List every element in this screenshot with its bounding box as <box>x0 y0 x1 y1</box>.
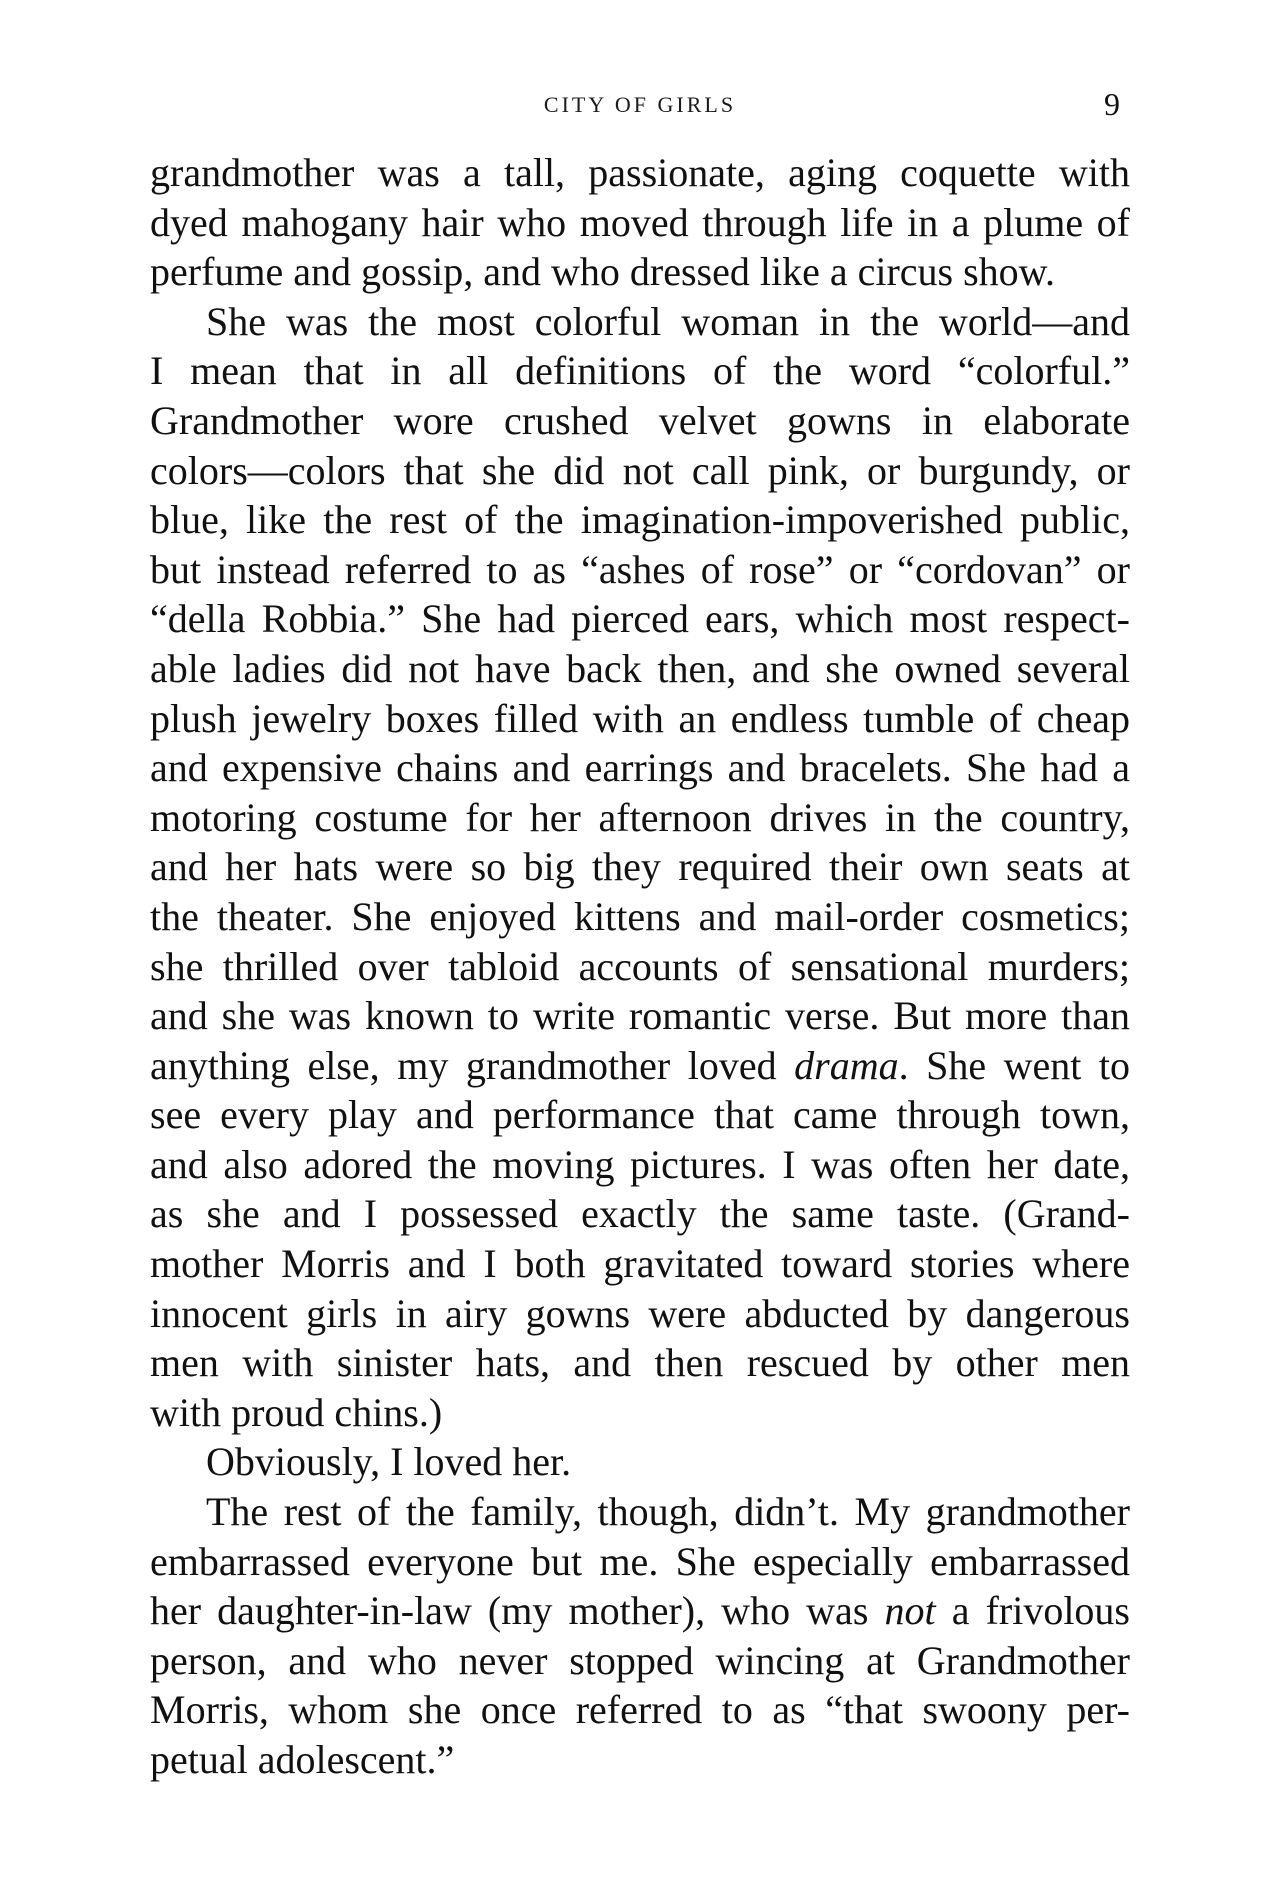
text-line: dyed mahogany hair who moved through life in a plume of <box>150 199 1130 245</box>
text-line: “della Robbia.” She had pierced ears, which most respect- <box>150 596 1130 642</box>
italic-emphasis: drama <box>794 1042 899 1088</box>
text-line: as she and I possessed exactly the same taste. (Grand- <box>150 1191 1130 1237</box>
text-segment: anything else, my grandmother loved <box>150 1042 795 1088</box>
body-text <box>150 148 1130 1785</box>
text-line: but instead referred to as “ashes of rose” or “cordovan” or <box>150 546 1130 592</box>
text-line: petual adolescent.” <box>150 1737 455 1782</box>
text-segment: her daughter-in-law (my mother), who was <box>150 1588 885 1634</box>
text-line: the theater. She enjoyed kittens and mail-order cosmetics; <box>150 893 1130 939</box>
text-line: able ladies did not have back then, and she owned several <box>150 645 1130 691</box>
text-line: innocent girls in airy gowns were abducted by dangerous <box>150 1290 1130 1336</box>
book-title: CITY OF GIRLS <box>543 92 737 117</box>
text-line: Morris, whom she once referred to as “that swoony per- <box>150 1687 1130 1733</box>
text-line: colors—colors that she did not call pink, or burgundy, or <box>150 447 1130 493</box>
text-line: I mean that in all definitions of the word “colorful.” <box>150 348 1130 394</box>
page-number: 9 <box>1104 86 1120 122</box>
text-line: grandmother was a tall, passionate, aging coquette with <box>150 150 1130 195</box>
text-line <box>150 1041 1130 1091</box>
text-line: see every play and performance that came through town, <box>150 1092 1130 1138</box>
running-head <box>150 86 1130 126</box>
text-line: and expensive chains and earrings and bracelets. She had a <box>150 745 1130 791</box>
text-line: mother Morris and I both gravitated toward stories where <box>150 1241 1130 1287</box>
text-line: blue, like the rest of the imagination-impoverished public, <box>150 497 1130 543</box>
text-line: She was the most colorful woman in the world—and <box>206 298 1130 344</box>
text-line: embarrassed everyone but me. She especially embarrassed <box>150 1538 1130 1584</box>
text-line: motoring costume for her afternoon drives in the country, <box>150 794 1130 840</box>
text-line: Obviously, I loved her. <box>206 1439 572 1485</box>
text-line: with proud chins.) <box>150 1389 443 1435</box>
italic-emphasis: not <box>884 1588 936 1634</box>
text-line: and she was known to write romantic verse. But more than <box>150 993 1130 1039</box>
text-line: Grandmother wore crushed velvet gowns in elaborate <box>150 397 1130 443</box>
text-segment: a frivolous <box>935 1588 1130 1634</box>
text-line: person, and who never stopped wincing at Grandmother <box>150 1637 1130 1683</box>
text-line: and also adored the moving pictures. I was often her date, <box>150 1141 1130 1187</box>
text-line: perfume and gossip, and who dressed like a circus show. <box>150 249 1055 295</box>
text-line: she thrilled over tabloid accounts of sensational murders; <box>150 943 1130 989</box>
text-line: plush jewelry boxes filled with an endless tumble of cheap <box>150 695 1130 741</box>
text-line: The rest of the family, though, didn’t. My grandmother <box>206 1489 1130 1535</box>
text-line: and her hats were so big they required their own seats at <box>150 844 1130 890</box>
text-line <box>150 1586 1130 1636</box>
text-line: men with sinister hats, and then rescued by other men <box>150 1340 1130 1386</box>
text-segment: . She went to <box>898 1042 1130 1088</box>
